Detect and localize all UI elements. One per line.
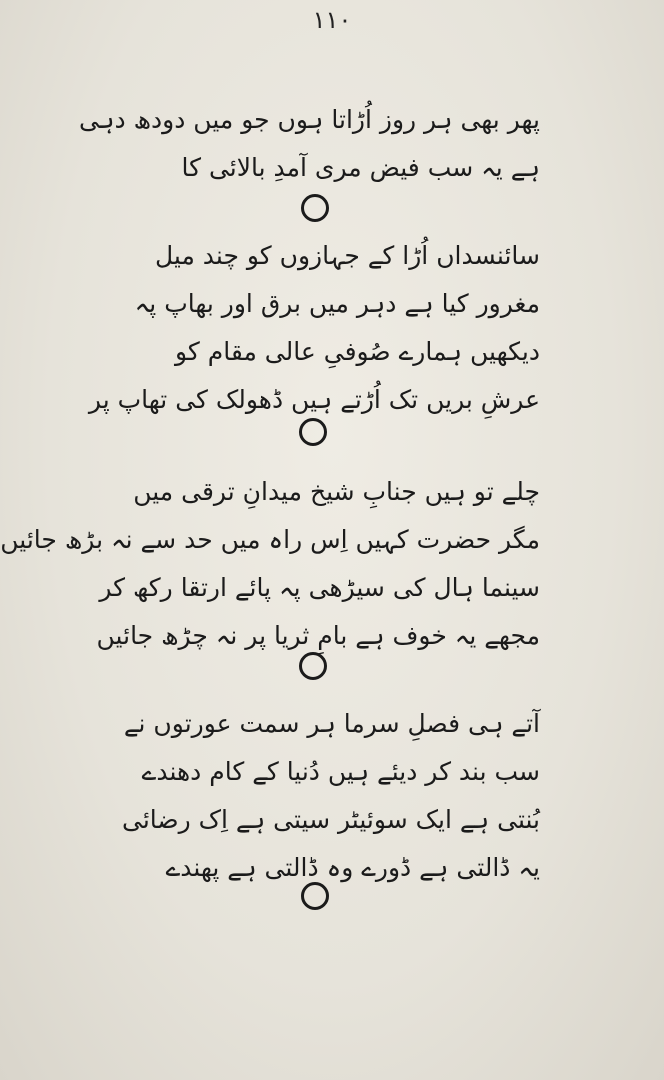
verse-line: مغرور کیا ہے دہر میں برق اور بھاپ پہ — [134, 289, 540, 318]
verse-line: چلے تو ہیں جنابِ شیخ میدانِ ترقی میں — [133, 477, 540, 506]
page-number: ۱۱۰ — [312, 6, 352, 34]
verse-line: مگر حضرت کہیں اِس راہ میں حد سے نہ بڑھ جائیں — [0, 525, 540, 554]
stanza-separator-circle — [301, 882, 329, 910]
verse-line: یہ ڈالتی ہے ڈورے وہ ڈالتی ہے پھندے — [165, 853, 540, 882]
verse-line: سینما ہال کی سیڑھی پہ پائے ارتقا رکھ کر — [99, 573, 540, 602]
verse-line: سائنسداں اُڑا کے جہازوں کو چند میل — [154, 241, 540, 270]
verse-line: پھر بھی ہر روز اُڑاتا ہوں جو میں دودھ دہی — [79, 105, 540, 134]
stanza-separator-circle — [301, 194, 329, 222]
stanza-2 — [88, 232, 540, 424]
verse-line: مجھے یہ خوف ہے بامِ ثریا پر نہ چڑھ جائیں — [96, 621, 540, 650]
verse-line: آتے ہی فصلِ سرما ہر سمت عورتوں نے — [123, 709, 540, 738]
stanza-separator-circle — [299, 652, 327, 680]
stanza-3 — [0, 468, 540, 660]
verse-line: ہے یہ سب فیض مری آمدِ بالائی کا — [181, 153, 540, 182]
stanza-separator-circle — [299, 418, 327, 446]
verse-line: دیکھیں ہمارے صُوفیِ عالی مقام کو — [174, 337, 540, 366]
stanza-1 — [79, 96, 540, 192]
verse-line: بُنتی ہے ایک سوئیٹر سیتی ہے اِک رضائی — [122, 805, 540, 834]
verse-line: سب بند کر دیئے ہیں دُنیا کے کام دھندے — [141, 757, 540, 786]
verse-line: عرشِ بریں تک اُڑتے ہیں ڈھولک کی تھاپ پر — [88, 385, 540, 414]
stanza-4 — [100, 700, 540, 892]
